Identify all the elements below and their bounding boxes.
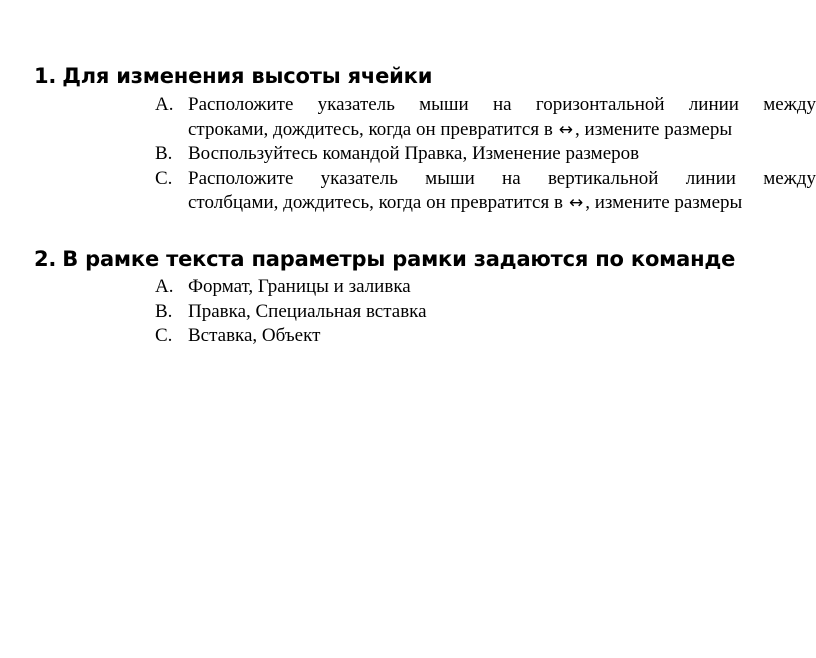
answer-text-line2 (188, 118, 816, 143)
question-number: 1. (34, 64, 57, 88)
answer-text-after-arrow: , измените размеры (575, 118, 733, 140)
answer-option-c (155, 167, 816, 216)
left-right-arrow-icon: ↔ (568, 193, 584, 213)
answer-word: между (763, 167, 816, 189)
question-title: Для изменения высоты ячейки (62, 64, 433, 88)
question-1-heading (34, 64, 432, 88)
answer-letter: B. (155, 143, 173, 164)
answer-text-before-arrow: столбцами, дождитесь, когда он превратится в (188, 192, 563, 213)
answer-text: Вставка, Объект (188, 325, 321, 346)
answer-word: Расположите (188, 167, 294, 189)
answer-text-line2 (188, 191, 816, 216)
answer-word: линии (688, 94, 739, 115)
answer-text-after-arrow: , измените размеры (585, 192, 743, 213)
answer-word: указатель (320, 167, 398, 189)
answer-word: на (493, 94, 512, 115)
answer-option-b (155, 142, 816, 167)
answer-text-before-arrow: строками, дождитесь, когда он превратится в (188, 118, 553, 140)
answer-word: указатель (317, 94, 395, 115)
question-1-answers (155, 93, 816, 216)
answer-word: вертикальной (547, 167, 659, 189)
question-number: 2. (34, 247, 57, 271)
answer-letter: A. (155, 276, 174, 297)
answer-word: линии (685, 167, 736, 189)
answer-word: мыши (419, 94, 469, 115)
answer-word: горизонтальной (535, 94, 665, 115)
answer-text: Правка, Специальная вставка (188, 300, 427, 322)
answer-letter: A. (155, 94, 174, 115)
answer-option-a (155, 93, 816, 142)
answer-text-line1 (188, 93, 816, 118)
answer-text-line1 (188, 167, 816, 192)
left-right-arrow-icon: ↔ (558, 119, 574, 140)
question-2-answers (155, 275, 816, 349)
answer-word: мыши (425, 167, 475, 189)
answer-word: Расположите (188, 94, 294, 115)
answer-letter: C. (155, 167, 173, 189)
answer-letter: C. (155, 325, 173, 346)
answer-word: между (763, 94, 816, 115)
answer-word: на (502, 167, 521, 189)
answer-option-b (155, 300, 816, 325)
question-title: В рамке текста параметры рамки задаются по команде (62, 247, 736, 271)
question-2-heading (34, 247, 735, 271)
answer-text: Воспользуйтесь командой Правка, Изменение размеров (188, 143, 640, 164)
answer-option-c (155, 324, 816, 349)
answer-option-a (155, 275, 816, 300)
answer-text: Формат, Границы и заливка (188, 276, 411, 297)
answer-letter: B. (155, 300, 173, 322)
